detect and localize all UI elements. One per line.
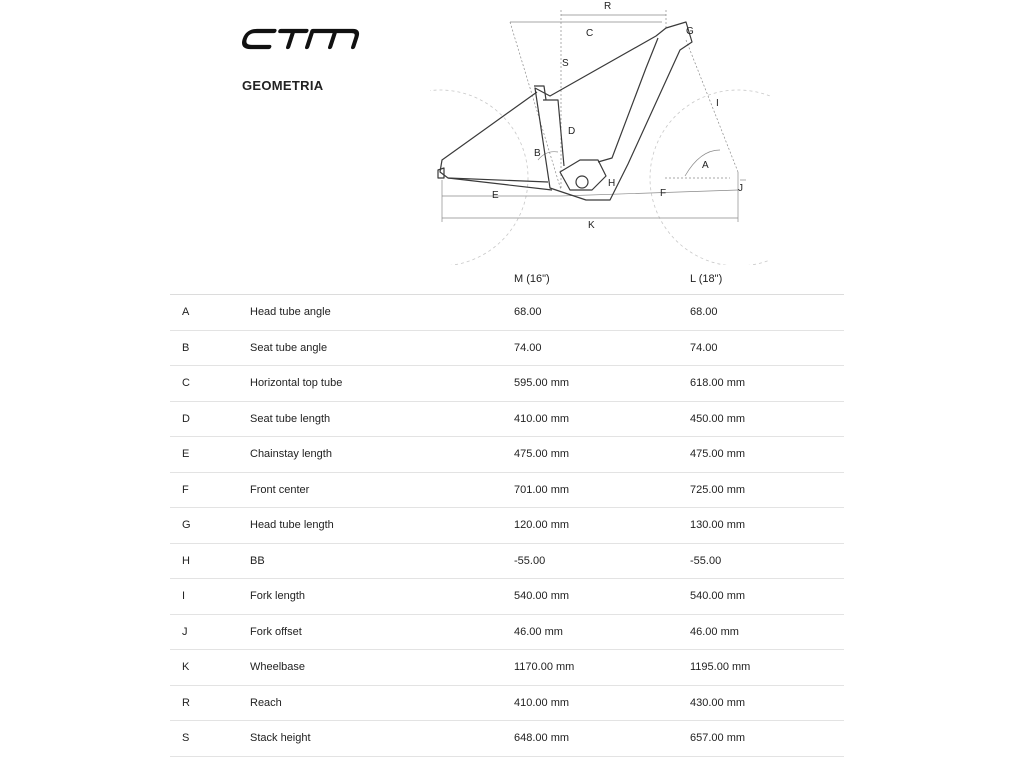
row-label: Stack height (250, 721, 514, 757)
table-header-row (170, 264, 844, 295)
row-label: Chainstay length (250, 437, 514, 473)
header-label (250, 264, 514, 295)
row-label: Horizontal top tube (250, 366, 514, 402)
row-label: Front center (250, 472, 514, 508)
row-code: B (170, 330, 250, 366)
table-row (170, 295, 844, 331)
row-value-m: 68.00 (514, 295, 690, 331)
table-row (170, 721, 844, 757)
label-e: E (492, 190, 499, 201)
table-row (170, 685, 844, 721)
table-row (170, 650, 844, 686)
label-g: G (686, 26, 694, 37)
row-value-l: 130.00 mm (690, 508, 844, 544)
row-value-l: 74.00 (690, 330, 844, 366)
label-a: A (702, 160, 709, 171)
header-size-m: M (16") (514, 264, 690, 295)
label-r: R (604, 1, 612, 12)
row-label: Reach (250, 685, 514, 721)
row-code: A (170, 295, 250, 331)
row-value-m: 120.00 mm (514, 508, 690, 544)
row-value-l: 725.00 mm (690, 472, 844, 508)
row-value-l: 430.00 mm (690, 685, 844, 721)
table-row (170, 614, 844, 650)
row-code: S (170, 721, 250, 757)
label-s: S (562, 58, 569, 69)
row-value-l: 657.00 mm (690, 721, 844, 757)
label-k: K (588, 220, 595, 231)
row-value-m: 701.00 mm (514, 472, 690, 508)
label-c: C (586, 28, 594, 39)
table-row (170, 579, 844, 615)
table-row (170, 401, 844, 437)
row-label: Seat tube angle (250, 330, 514, 366)
header-code (170, 264, 250, 295)
row-label: Head tube length (250, 508, 514, 544)
row-label: Wheelbase (250, 650, 514, 686)
row-code: F (170, 472, 250, 508)
row-value-m: 475.00 mm (514, 437, 690, 473)
row-value-m: 648.00 mm (514, 721, 690, 757)
row-value-m: 595.00 mm (514, 366, 690, 402)
row-value-m: 540.00 mm (514, 579, 690, 615)
table-row (170, 366, 844, 402)
row-code: D (170, 401, 250, 437)
row-code: K (170, 650, 250, 686)
table-row (170, 472, 844, 508)
bike-frame (438, 22, 692, 200)
row-label: Fork offset (250, 614, 514, 650)
row-value-l: -55.00 (690, 543, 844, 579)
row-value-l: 450.00 mm (690, 401, 844, 437)
dimension-lines (442, 10, 746, 222)
row-label: BB (250, 543, 514, 579)
row-value-m: 410.00 mm (514, 401, 690, 437)
row-code: R (170, 685, 250, 721)
row-value-l: 1195.00 mm (690, 650, 844, 686)
ctm-logo (238, 26, 360, 52)
row-code: H (170, 543, 250, 579)
row-code: E (170, 437, 250, 473)
table-row (170, 508, 844, 544)
row-label: Seat tube length (250, 401, 514, 437)
table-row (170, 437, 844, 473)
row-label: Fork length (250, 579, 514, 615)
row-code: J (170, 614, 250, 650)
bike-geometry-diagram (430, 0, 770, 265)
row-value-m: 74.00 (514, 330, 690, 366)
label-b: B (534, 148, 541, 159)
row-value-l: 46.00 mm (690, 614, 844, 650)
row-code: C (170, 366, 250, 402)
row-value-l: 68.00 (690, 295, 844, 331)
label-h: H (608, 178, 616, 189)
table-row (170, 330, 844, 366)
table-row (170, 543, 844, 579)
label-f: F (660, 188, 667, 199)
row-value-m: 410.00 mm (514, 685, 690, 721)
page-heading: GEOMETRIA (242, 78, 324, 93)
row-value-m: -55.00 (514, 543, 690, 579)
row-value-l: 540.00 mm (690, 579, 844, 615)
rear-wheel (430, 90, 528, 265)
front-wheel (650, 90, 770, 265)
row-value-m: 46.00 mm (514, 614, 690, 650)
row-code: G (170, 508, 250, 544)
label-i: I (716, 98, 719, 109)
row-value-l: 618.00 mm (690, 366, 844, 402)
row-value-m: 1170.00 mm (514, 650, 690, 686)
label-d: D (568, 126, 576, 137)
geometry-table (170, 264, 844, 757)
label-j: J (738, 183, 743, 194)
row-label: Head tube angle (250, 295, 514, 331)
header-size-l: L (18") (690, 264, 844, 295)
row-code: I (170, 579, 250, 615)
row-value-l: 475.00 mm (690, 437, 844, 473)
